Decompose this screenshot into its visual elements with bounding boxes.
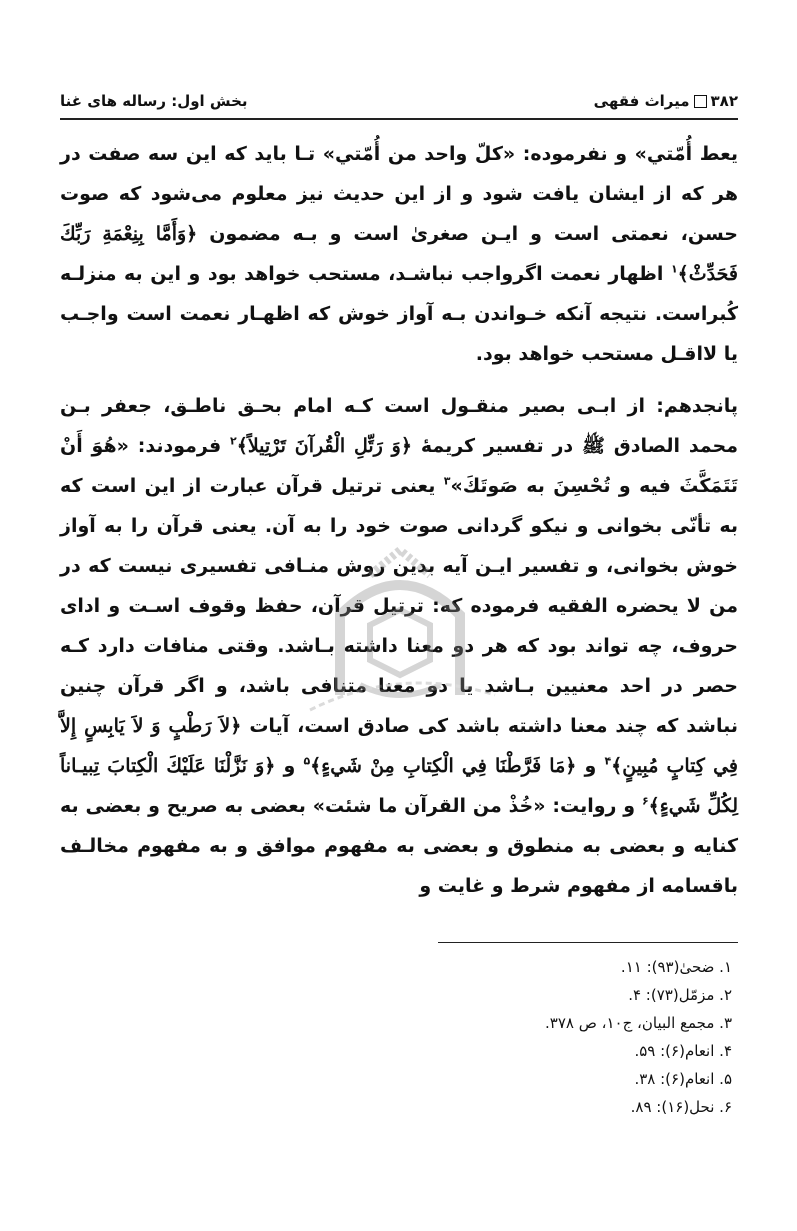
- body-text-run: فرمودند: «هُوَ أَنْ تَتَمَکَّثَ فیه و تُحْسِنَ به صَوتَكَ»: [60, 435, 738, 497]
- footnote-item: ۶. نحل(۱۶): ۸۹.: [630, 1098, 732, 1116]
- book-page: [60, 80, 738, 1121]
- body-text-run: و: [576, 755, 605, 777]
- square-ornament-icon: [694, 95, 707, 108]
- footnote-item: ۲. مزمّل(۷۳): ۴.: [628, 986, 732, 1004]
- body-text-run: و روایت: «خُذْ من القرآن ما شئت» بعضی به صریح و بعضی به کنایه و بعضی به منطوق و بعضی به مفهوم موافق و به مفهوم مخالـف باقسامه از مفهوم شرط و غایت و: [60, 795, 738, 897]
- footnote-reference: ۱: [670, 262, 678, 276]
- body-text-run: یعنی ترتیل قرآن عبارت از این است که به تأنّی بخوانی و نیکو گردانی صوت خود را به آن. یعنی قرآن را به آواز خوش بخوانی، و تفسیر ایـن آیه بدین روش منـافی تفسیری نیست که در من لا یحضره الفقیه فرموده که: ترتیل قرآن، حفظ وقوف اسـت و ادای حروف، چه تواند بود که هر دو معنا داشته بـاشد. وقتی منافات دارد کـه حصر در احد معنیین بـاشد یا دو معنا متنافی باشد، و اگر قرآن چنین نباشد که چند معنا داشته باشد کی صادق است، آیات: [60, 475, 738, 737]
- body-paragraph: [60, 134, 738, 374]
- section-title: بخش اول: رساله های غنا: [60, 92, 248, 110]
- quran-verse: ﴿وَ رَتِّلِ الْقُرآنَ تَرْتِیلاً﴾: [236, 435, 412, 457]
- body-text-run: یعط أُمّتي» و نفرموده: «کلّ واحد من أُمّتي» تـا باید که این سه صفت در هر که از ایشان یافت شود و از این حدیث نیز معلوم می‌شود که صوت حسن، نعمتی است و ایـن صغریٰ است و بـه مضمون: [60, 143, 738, 245]
- body-paragraph: [60, 386, 738, 906]
- page-header-left: [594, 92, 738, 110]
- footnote-reference: ۲: [229, 434, 237, 448]
- footnote-reference: ۶: [641, 794, 649, 808]
- quran-verse: ﴿لاَ رَطْبٍ وَ لاَ یَابِسٍ إِلاَّ فِي کِتابٍ مُبِینٍ﴾: [60, 715, 738, 777]
- quran-verse: ﴿وَأَمَّا بِنِعْمَةِ رَبِّكَ فَحَدِّثْ﴾: [60, 223, 738, 285]
- book-title: میراث فقهی: [593, 92, 690, 110]
- body-text-run: اظهار نعمت اگرواجب نباشـد، مستحب خواهد بود و این به منزلـه کُبراست. نتیجه آنکه خـواندن بـه آواز خوش که اظهـار نعمت است واجـب یا لااقـل مستحب خواهد بود.: [60, 263, 738, 365]
- footnote-item: ۴. انعام(۶): ۵۹.: [634, 1042, 732, 1060]
- page-number: ۳۸۲: [710, 92, 738, 110]
- footnote-reference: ۳: [443, 474, 451, 488]
- footnotes-list: [60, 953, 738, 1121]
- footnote-item: ۱. ضحیٰ(۹۳): ۱۱.: [620, 958, 732, 976]
- footnote-reference: ۵: [303, 754, 311, 768]
- body-text-run: و: [275, 755, 304, 777]
- footnote-item: ۵. انعام(۶): ۳۸.: [634, 1070, 732, 1088]
- header-rule: [60, 118, 738, 120]
- footnote-rule: [438, 942, 738, 943]
- quran-verse: ﴿وَ نَزَّلْنَا عَلَیْكَ الْکِتابَ تِبیـاناً لِکُلِّ شَيءٍ﴾: [60, 755, 739, 817]
- running-head: [60, 80, 738, 110]
- quran-verse: ﴿مَا فَرَّطْنَا فِي الْکِتابِ مِنْ شَيءٍ﴾: [310, 755, 577, 777]
- body-text-run: پانجدهم: از ابـی بصیر منقـول است کـه امام بحـق ناطـق، جعفر بـن محمد الصادق ﷺ در تفسیر کریمهٔ: [60, 395, 738, 457]
- footnote-reference: ۴: [604, 754, 612, 768]
- footnote-item: ۳. مجمع البیان، ج۱۰، ص ۳۷۸.: [544, 1014, 732, 1032]
- body-text: [60, 134, 738, 906]
